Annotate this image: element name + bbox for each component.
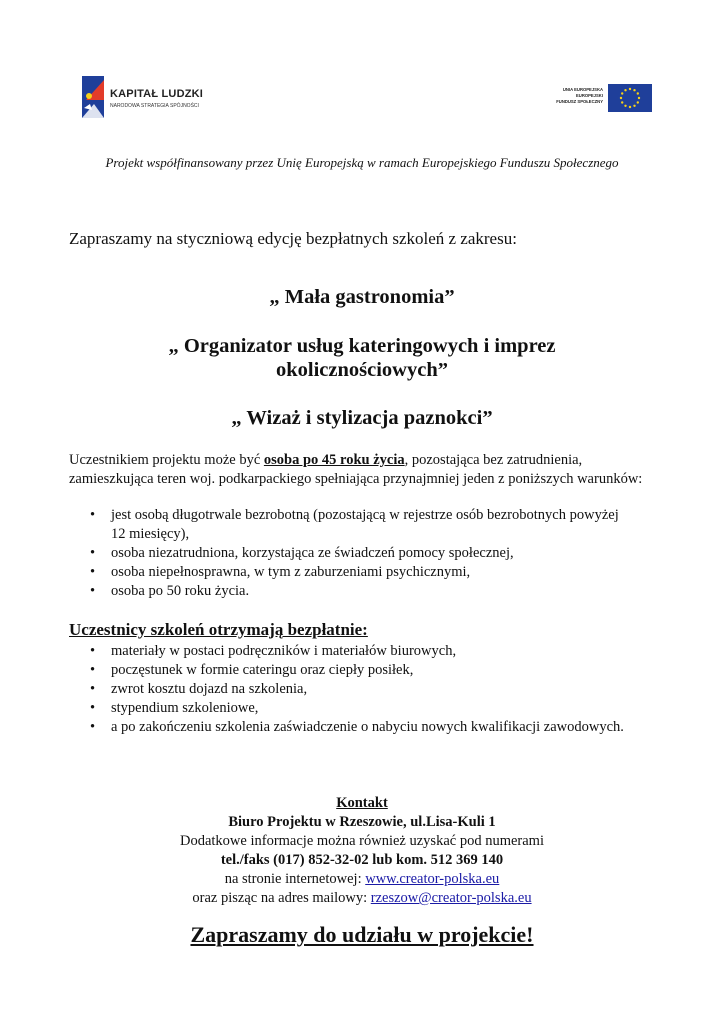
benefits-heading: Uczestnicy szkoleń otrzymają bezpłatnie:	[69, 620, 368, 639]
closing-invitation: Zapraszamy do udziału w projekcie!	[190, 922, 534, 947]
list-item-text: jest osobą długotrwale bezrobotną (pozostającą w rejestrze osób bezrobotnych powyżej 12 miesięcy),	[111, 507, 619, 542]
list-item-text: poczęstunek w formie cateringu oraz ciepły posiłek,	[111, 662, 414, 678]
list-item-text: stypendium szkoleniowe,	[111, 700, 259, 716]
logo-subtitle: NARODOWA STRATEGIA SPÓJNOŚCI	[110, 103, 199, 109]
course-title-line: „ Mała gastronomia”	[269, 286, 455, 308]
list-item	[69, 544, 629, 563]
contact-title: Kontakt	[336, 795, 388, 811]
bullet-icon: •	[90, 681, 96, 697]
office-address: Biuro Projektu w Rzeszowie, ul.Lisa-Kuli 1	[228, 814, 496, 830]
bullet-icon: •	[90, 507, 96, 523]
eligibility-text: Uczestnikiem projektu może być	[69, 452, 264, 468]
website-line	[0, 870, 724, 889]
list-item	[69, 661, 629, 680]
bullet-icon: •	[90, 719, 96, 735]
eligibility-highlight: osoba po 45 roku życia	[263, 452, 405, 468]
email-link[interactable]: rzeszow@creator-polska.eu	[370, 890, 532, 906]
eu-star-icon	[638, 97, 640, 99]
eu-star-icon	[621, 101, 623, 103]
website-prefix: na stronie internetowej:	[224, 871, 366, 887]
funding-note: Projekt współfinansowany przez Unię Europejską w ramach Europejskiego Funduszu Społecznego	[105, 155, 619, 170]
intro-text: Zapraszamy na styczniową edycję bezpłatnych szkoleń z zakresu:	[69, 229, 517, 248]
list-item-text: osoba niepełnosprawna, w tym z zaburzeniami psychicznymi,	[111, 564, 471, 580]
list-item-text: osoba niezatrudniona, korzystająca ze świadczeń pomocy społecznej,	[111, 545, 514, 561]
eu-star-icon	[637, 92, 639, 94]
eu-star-icon	[629, 88, 631, 90]
eu-logo	[545, 84, 655, 114]
eu-flag-icon	[608, 84, 652, 112]
phone-numbers: tel./faks (017) 852-32-02 lub kom. 512 369 140	[220, 852, 504, 868]
benefits-list	[69, 642, 629, 737]
eu-logo-line: EUROPEJSKI	[576, 93, 603, 98]
email-prefix: oraz pisząc na adres mailowy:	[192, 890, 371, 906]
eu-logo-line: FUNDUSZ SPOŁECZNY	[556, 99, 603, 104]
eu-star-icon	[637, 101, 639, 103]
eu-star-icon	[621, 92, 623, 94]
eu-star-icon	[624, 89, 626, 91]
eu-star-icon	[633, 89, 635, 91]
course-title	[0, 334, 724, 382]
list-item	[69, 563, 629, 582]
eu-star-icon	[633, 105, 635, 107]
eu-logo-text	[545, 87, 603, 105]
list-item	[69, 506, 629, 544]
bullet-icon: •	[90, 662, 96, 678]
logo-title: KAPITAŁ LUDZKI	[110, 88, 204, 100]
more-info-text: Dodatkowe informacje można również uzyskać pod numerami	[180, 833, 544, 849]
eu-logo-line: UNIA EUROPEJSKA	[562, 87, 603, 92]
eligibility-text: , pozostająca bez zatrudnienia, zamieszkująca teren woj. podkarpackiego spełniająca przynajmniej jeden z poniższych warunków:	[69, 452, 643, 487]
bullet-icon: •	[90, 583, 96, 599]
eligibility-paragraph	[69, 451, 659, 489]
course-title	[0, 285, 724, 309]
list-item	[69, 718, 629, 737]
eu-star-icon	[620, 97, 622, 99]
list-item	[69, 582, 629, 601]
website-link[interactable]: www.creator-polska.eu	[365, 871, 500, 887]
conditions-list	[69, 506, 629, 601]
list-item-text: materiały w postaci podręczników i materiałów biurowych,	[111, 643, 457, 659]
bullet-icon: •	[90, 564, 96, 580]
course-title-line: „ Wizaż i stylizacja paznokci”	[231, 407, 493, 429]
course-title	[0, 406, 724, 430]
course-title-line: okolicznościowych”	[276, 359, 448, 381]
eu-star-icon	[624, 105, 626, 107]
bullet-icon: •	[90, 643, 96, 659]
eu-star-icon	[629, 106, 631, 108]
list-item	[69, 699, 629, 718]
bullet-icon: •	[90, 545, 96, 561]
bullet-icon: •	[90, 700, 96, 716]
list-item	[69, 642, 629, 661]
list-item-text: a po zakończeniu szkolenia zaświadczenie o nabyciu nowych kwalifikacji zawodowych.	[111, 719, 624, 735]
list-item	[69, 680, 629, 699]
kapital-ludzki-logo	[80, 74, 230, 122]
kapital-ludzki-mark-icon	[80, 74, 106, 120]
email-line	[0, 889, 724, 908]
list-item-text: zwrot kosztu dojazd na szkolenia,	[111, 681, 308, 697]
course-title-line: „ Organizator usług kateringowych i imprez	[168, 335, 556, 357]
list-item-text: osoba po 50 roku życia.	[111, 583, 250, 599]
